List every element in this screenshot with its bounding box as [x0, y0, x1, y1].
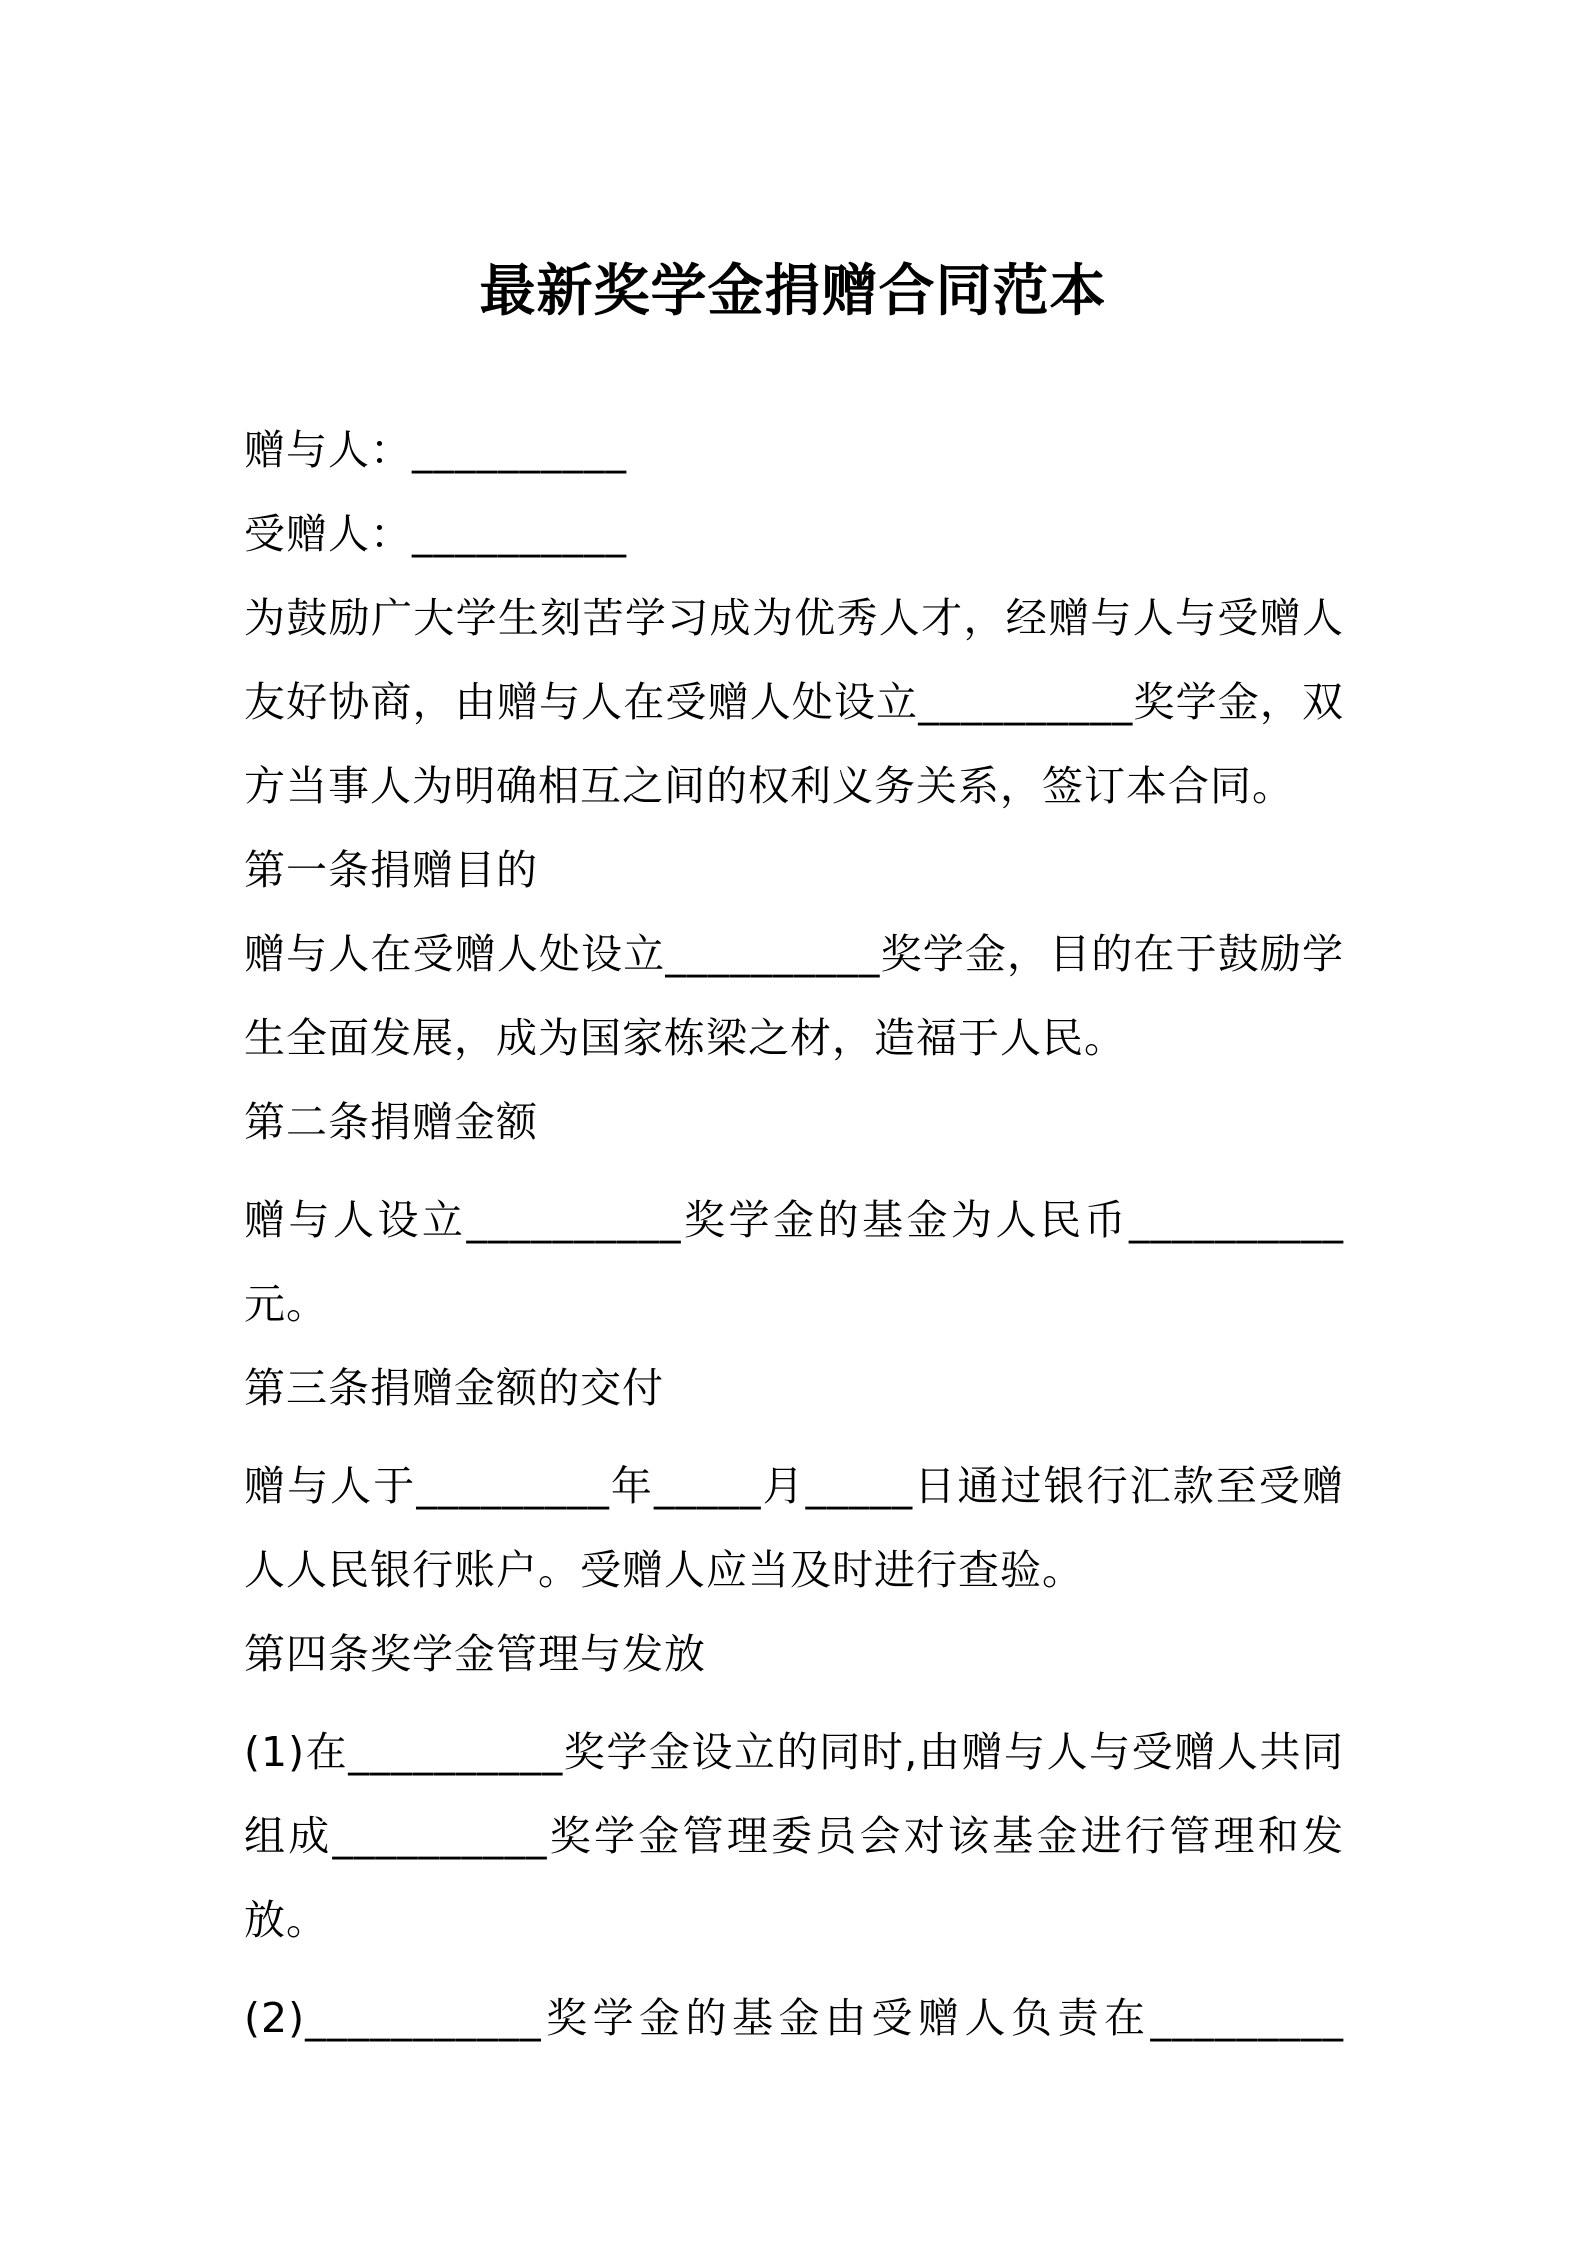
document-title: 最新奖学金捐赠合同范本: [479, 259, 1107, 324]
preamble-line-3: 方当事人为明确相互之间的权利义务关系，签订本合同。: [244, 762, 1294, 810]
article-2-line-1: 赠与人设立__________奖学金的基金为人民币__________: [244, 1196, 1344, 1244]
article-4-heading: 第四条奖学金管理与发放: [244, 1630, 706, 1678]
article-1-line-2: 生全面发展，成为国家栋梁之材，造福于人民。: [244, 1014, 1126, 1062]
article-3-heading: 第三条捐赠金额的交付: [244, 1364, 664, 1412]
preamble-line-1: 为鼓励广大学生刻苦学习成为优秀人才，经赠与人与受赠人: [244, 594, 1344, 642]
article-2-heading: 第二条捐赠金额: [244, 1098, 538, 1146]
article-3-line-2: 人人民银行账户。受赠人应当及时进行查验。: [244, 1546, 1084, 1594]
article-1-line-1: 赠与人在受赠人处设立__________奖学金，目的在于鼓励学: [244, 930, 1344, 978]
article-1-heading: 第一条捐赠目的: [244, 846, 538, 894]
preamble-line-2: 友好协商，由赠与人在受赠人处设立__________奖学金，双: [244, 678, 1344, 726]
article-4-item-1-line-3: 放。: [244, 1896, 328, 1944]
article-4-item-2-line-1: (2)___________奖学金的基金由受赠人负责在_________: [244, 1994, 1344, 2042]
donor-line: 赠与人：__________: [244, 426, 627, 474]
article-2-line-2: 元。: [244, 1280, 328, 1328]
article-4-item-1-line-1: (1)在__________奖学金设立的同时,由赠与人与受赠人共同: [244, 1728, 1344, 1776]
contract-body: [244, 408, 1344, 2060]
article-4-item-1-line-2: 组成__________奖学金管理委员会对该基金进行管理和发: [244, 1812, 1344, 1860]
donee-line: 受赠人：__________: [244, 510, 627, 558]
article-3-line-1: 赠与人于_________年_____月_____日通过银行汇款至受赠: [244, 1462, 1344, 1510]
